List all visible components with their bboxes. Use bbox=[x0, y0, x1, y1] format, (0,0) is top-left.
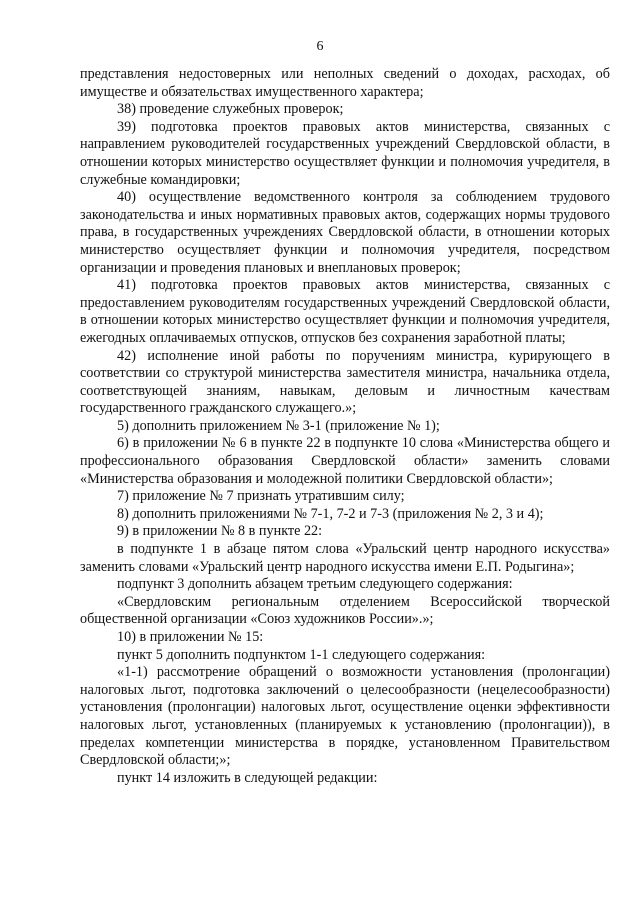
paragraph: 38) проведение служебных проверок; bbox=[117, 101, 344, 118]
paragraph: подпункт 3 дополнить абзацем третьим следующего содержания: bbox=[117, 576, 513, 593]
paragraph: 8) дополнить приложениями № 7-1, 7-2 и 7-3 (приложения № 2, 3 и 4); bbox=[117, 505, 544, 522]
paragraph: представления недостоверных или неполных сведений о доходах, расходах, об имуществе и обязательствах имущественного характера; bbox=[80, 66, 610, 100]
paragraph: 39) подготовка проектов правовых актов министерства, связанных с направлением руководителей государственных учреждений Свердловской области, в отношении которых министерство осуществляет функции и полномочия учредителя, в служебные командировки; bbox=[80, 118, 610, 188]
paragraph: в подпункте 1 в абзаце пятом слова «Уральский центр народного искусства» заменить словами «Уральский центр народного искусства имени Е.П. Родыгина»; bbox=[80, 541, 610, 575]
page-number: 6 bbox=[316, 39, 324, 54]
paragraph: 7) приложение № 7 признать утратившим силу; bbox=[117, 488, 405, 505]
paragraph: 9) в приложении № 8 в пункте 22: bbox=[117, 523, 323, 540]
document-body bbox=[80, 66, 610, 787]
paragraph: 40) осуществление ведомственного контроля за соблюдением трудового законодательства и иных нормативных правовых актов, содержащих нормы трудового права, в государственных учреждениях Свердловской области, в отношении которых министерство осуществляет функции и полномочия учредителя, посредством организации и проведения плановых и внеплановых проверок; bbox=[80, 189, 610, 276]
paragraph: 10) в приложении № 15: bbox=[117, 629, 264, 645]
paragraph: 41) подготовка проектов правовых актов министерства, связанных с предоставлением руководителям государственных учреждений Свердловской области, в отношении которых министерство осуществляет функции и полномочия учредителя, ежегодных оплачиваемых отпусков, отпусков без сохранения заработной платы; bbox=[80, 277, 610, 346]
paragraph: пункт 14 изложить в следующей редакции: bbox=[117, 769, 378, 786]
paragraph: 6) в приложении № 6 в пункте 22 в подпункте 10 слова «Министерства общего и профессионального образования Свердловской области» заменить словами «Министерства образования и молодежной политики Свердловской области»; bbox=[80, 435, 610, 487]
paragraph: 5) дополнить приложением № 3-1 (приложение № 1); bbox=[117, 417, 440, 434]
paragraph: «Свердловским региональным отделением Всероссийской творческой общественной организации «Союз художников России».»; bbox=[80, 593, 610, 628]
paragraph: 42) исполнение иной работы по поручениям министра, курирующего в соответствии со структурой министерства заместителя министра, начальника отдела, соответствующей знаниям, навыкам, деловым и личностным качествам государственного гражданского служащего.»; bbox=[80, 347, 610, 417]
paragraph: пункт 5 дополнить подпунктом 1-1 следующего содержания: bbox=[117, 646, 486, 663]
paragraph: «1-1) рассмотрение обращений о возможности установления (пролонгации) налоговых льгот, подготовка заключений о целесообразности (нецелесообразности) установления (пролонгации) налоговых льгот, осуществление оценки эффективности налоговых льгот, установленных (планируемых к установлению (пролонгации)), в пределах компетенции министерства в порядке, установленном Правительством Свердловской области;»; bbox=[80, 664, 610, 769]
